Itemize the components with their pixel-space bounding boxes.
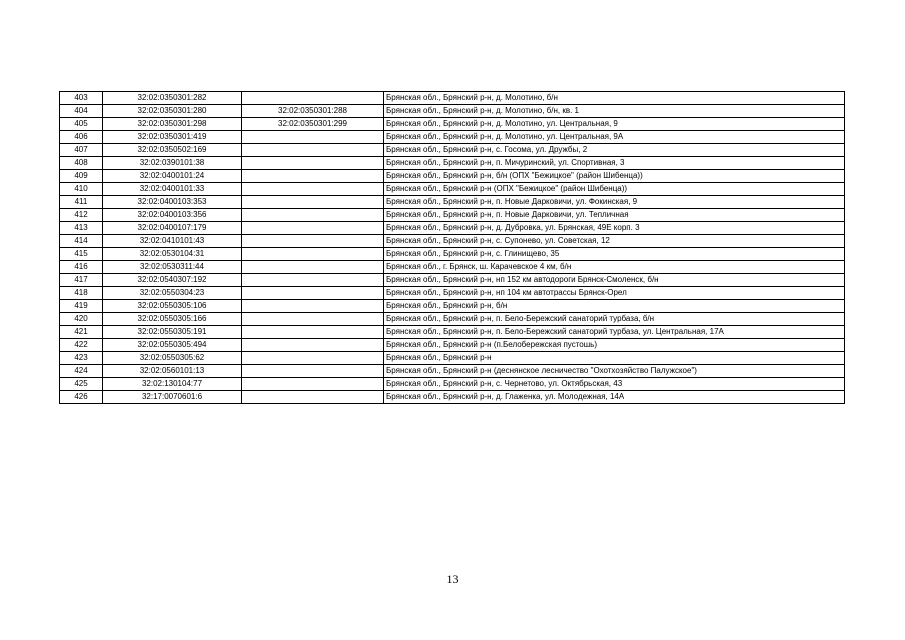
cadastral-number-cell: 32:02:0550305:191	[103, 326, 242, 339]
related-cadastral-number-cell	[242, 157, 384, 170]
row-number-cell: 420	[60, 313, 103, 326]
address-cell: Брянская обл., Брянский р-н, с. Глинищево, 35	[384, 248, 845, 261]
related-cadastral-number-cell	[242, 300, 384, 313]
address-cell: Брянская обл., Брянский р-н (п.Белобережская пустошь)	[384, 339, 845, 352]
address-cell: Брянская обл., Брянский р-н (ОПХ "Бежицкое" (район Шибенца))	[384, 183, 845, 196]
cadastral-number-cell: 32:02:0350301:419	[103, 131, 242, 144]
related-cadastral-number-cell	[242, 326, 384, 339]
row-number-cell: 416	[60, 261, 103, 274]
row-number-cell: 424	[60, 365, 103, 378]
address-cell: Брянская обл., Брянский р-н	[384, 352, 845, 365]
address-cell: Брянская обл., Брянский р-н (деснянское лесничество "Охотхозяйство Палужское")	[384, 365, 845, 378]
row-number-cell: 403	[60, 92, 103, 105]
cadastral-number-cell: 32:02:0550305:494	[103, 339, 242, 352]
address-cell: Брянская обл., Брянский р-н, п. Новые Дарковичи, ул. Фокинская, 9	[384, 196, 845, 209]
table-row	[60, 196, 845, 209]
table-row	[60, 144, 845, 157]
address-cell: Брянская обл., Брянский р-н, д. Дубровка, ул. Брянская, 49Е корп. 3	[384, 222, 845, 235]
related-cadastral-number-cell	[242, 92, 384, 105]
related-cadastral-number-cell	[242, 131, 384, 144]
related-cadastral-number-cell	[242, 235, 384, 248]
cadastral-number-cell: 32:02:0390101:38	[103, 157, 242, 170]
address-cell: Брянская обл., Брянский р-н, б/н	[384, 300, 845, 313]
table-row	[60, 131, 845, 144]
row-number-cell: 421	[60, 326, 103, 339]
table-row	[60, 248, 845, 261]
table-row	[60, 300, 845, 313]
address-cell: Брянская обл., Брянский р-н, нп 104 км автотрассы Брянск-Орел	[384, 287, 845, 300]
table-row	[60, 235, 845, 248]
table-row	[60, 287, 845, 300]
address-cell: Брянская обл., Брянский р-н, п. Бело-Бережский санаторий турбаза, ул. Центральная, 17А	[384, 326, 845, 339]
related-cadastral-number-cell	[242, 287, 384, 300]
related-cadastral-number-cell	[242, 391, 384, 404]
row-number-cell: 410	[60, 183, 103, 196]
table-row	[60, 274, 845, 287]
cadastral-number-cell: 32:02:130104:77	[103, 378, 242, 391]
cadastral-number-cell: 32:02:0350301:280	[103, 105, 242, 118]
page-number: 13	[446, 572, 459, 586]
table-row	[60, 391, 845, 404]
address-cell: Брянская обл., Брянский р-н, д. Молотино, ул. Центральная, 9А	[384, 131, 845, 144]
table-row	[60, 105, 845, 118]
table-row	[60, 157, 845, 170]
row-number-cell: 412	[60, 209, 103, 222]
address-cell: Брянская обл., Брянский р-н, д. Глаженка, ул. Молодежная, 14А	[384, 391, 845, 404]
table-row	[60, 170, 845, 183]
related-cadastral-number-cell	[242, 352, 384, 365]
row-number-cell: 422	[60, 339, 103, 352]
row-number-cell: 404	[60, 105, 103, 118]
row-number-cell: 419	[60, 300, 103, 313]
related-cadastral-number-cell	[242, 248, 384, 261]
cadastral-number-cell: 32:02:0350301:298	[103, 118, 242, 131]
table-row	[60, 326, 845, 339]
cadastral-number-cell: 32:02:0400107:179	[103, 222, 242, 235]
cadastral-number-cell: 32:02:0550304:23	[103, 287, 242, 300]
table-row	[60, 378, 845, 391]
related-cadastral-number-cell	[242, 261, 384, 274]
table-row	[60, 313, 845, 326]
table-row	[60, 183, 845, 196]
address-cell: Брянская обл., Брянский р-н, с. Чернетово, ул. Октябрьская, 43	[384, 378, 845, 391]
table-row	[60, 222, 845, 235]
table-row	[60, 118, 845, 131]
address-cell: Брянская обл., г. Брянск, ш. Карачевское 4 км, б/н	[384, 261, 845, 274]
address-cell: Брянская обл., Брянский р-н, д. Молотино, б/н, кв. 1	[384, 105, 845, 118]
related-cadastral-number-cell	[242, 183, 384, 196]
row-number-cell: 414	[60, 235, 103, 248]
related-cadastral-number-cell	[242, 170, 384, 183]
address-cell: Брянская обл., Брянский р-н, д. Молотино, б/н	[384, 92, 845, 105]
row-number-cell: 423	[60, 352, 103, 365]
related-cadastral-number-cell: 32:02:0350301:288	[242, 105, 384, 118]
cadastral-number-cell: 32:02:0400103:353	[103, 196, 242, 209]
address-cell: Брянская обл., Брянский р-н, с. Супонево, ул. Советская, 12	[384, 235, 845, 248]
property-registry-table	[59, 91, 845, 404]
table-row	[60, 209, 845, 222]
related-cadastral-number-cell	[242, 339, 384, 352]
row-number-cell: 407	[60, 144, 103, 157]
related-cadastral-number-cell	[242, 209, 384, 222]
cadastral-number-cell: 32:02:0400101:24	[103, 170, 242, 183]
related-cadastral-number-cell	[242, 365, 384, 378]
address-cell: Брянская обл., Брянский р-н, п. Мичуринский, ул. Спортивная, 3	[384, 157, 845, 170]
row-number-cell: 406	[60, 131, 103, 144]
row-number-cell: 425	[60, 378, 103, 391]
cadastral-number-cell: 32:02:0540307:192	[103, 274, 242, 287]
related-cadastral-number-cell	[242, 196, 384, 209]
row-number-cell: 426	[60, 391, 103, 404]
row-number-cell: 413	[60, 222, 103, 235]
row-number-cell: 417	[60, 274, 103, 287]
cadastral-number-cell: 32:17:0070601:6	[103, 391, 242, 404]
cadastral-number-cell: 32:02:0400101:33	[103, 183, 242, 196]
registry-table-body	[60, 92, 845, 404]
related-cadastral-number-cell	[242, 144, 384, 157]
row-number-cell: 408	[60, 157, 103, 170]
row-number-cell: 409	[60, 170, 103, 183]
cadastral-number-cell: 32:02:0560101:13	[103, 365, 242, 378]
row-number-cell: 418	[60, 287, 103, 300]
cadastral-number-cell: 32:02:0530104:31	[103, 248, 242, 261]
related-cadastral-number-cell	[242, 274, 384, 287]
cadastral-number-cell: 32:02:0550305:166	[103, 313, 242, 326]
cadastral-number-cell: 32:02:0410101:43	[103, 235, 242, 248]
cadastral-number-cell: 32:02:0530311:44	[103, 261, 242, 274]
row-number-cell: 415	[60, 248, 103, 261]
address-cell: Брянская обл., Брянский р-н, п. Новые Дарковичи, ул. Тепличная	[384, 209, 845, 222]
table-row	[60, 365, 845, 378]
table-row	[60, 339, 845, 352]
table-row	[60, 352, 845, 365]
address-cell: Брянская обл., Брянский р-н, б/н (ОПХ "Бежицкое" (район Шибенца))	[384, 170, 845, 183]
cadastral-number-cell: 32:02:0550305:106	[103, 300, 242, 313]
related-cadastral-number-cell	[242, 222, 384, 235]
cadastral-number-cell: 32:02:0350502:169	[103, 144, 242, 157]
related-cadastral-number-cell	[242, 313, 384, 326]
table-row	[60, 261, 845, 274]
cadastral-number-cell: 32:02:0550305:62	[103, 352, 242, 365]
address-cell: Брянская обл., Брянский р-н, с. Госома, ул. Дружбы, 2	[384, 144, 845, 157]
cadastral-number-cell: 32:02:0350301:282	[103, 92, 242, 105]
address-cell: Брянская обл., Брянский р-н, нп 152 км автодороги Брянск-Смоленск, б/н	[384, 274, 845, 287]
related-cadastral-number-cell: 32:02:0350301:299	[242, 118, 384, 131]
address-cell: Брянская обл., Брянский р-н, п. Бело-Бережский санаторий турбаза, б/н	[384, 313, 845, 326]
row-number-cell: 411	[60, 196, 103, 209]
related-cadastral-number-cell	[242, 378, 384, 391]
address-cell: Брянская обл., Брянский р-н, д. Молотино, ул. Центральная, 9	[384, 118, 845, 131]
table-row	[60, 92, 845, 105]
cadastral-number-cell: 32:02:0400103:356	[103, 209, 242, 222]
row-number-cell: 405	[60, 118, 103, 131]
